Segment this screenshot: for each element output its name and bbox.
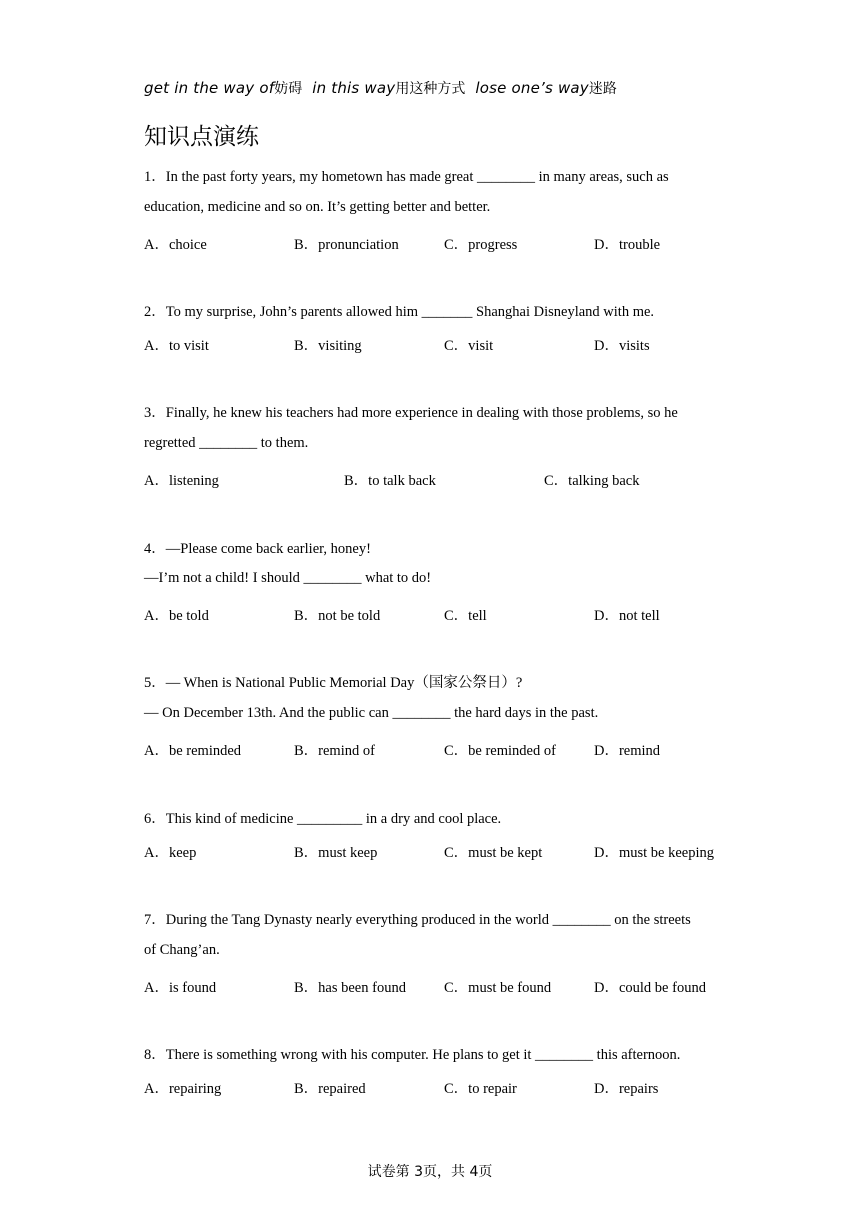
phrase-en: lose one’s way [475, 79, 589, 97]
option-a[interactable]: A．to visit [144, 338, 209, 354]
question-line: 2．To my surprise, John’s parents allowed him _______ Shanghai Disneyland with me. [144, 304, 655, 320]
option-a[interactable]: A．choice [144, 237, 207, 253]
option-b[interactable]: B．to talk back [344, 473, 436, 489]
option-a[interactable]: A．repairing [144, 1081, 222, 1097]
phrase-line [144, 78, 617, 98]
option-d[interactable]: D．visits [594, 338, 650, 354]
option-a[interactable]: A．is found [144, 980, 217, 996]
phrase-en: get in the way of [144, 79, 275, 97]
option-a[interactable]: A．be told [144, 608, 209, 624]
option-d[interactable]: D．could be found [594, 980, 706, 996]
question-line: 4．—Please come back earlier, honey! [144, 541, 371, 557]
question-line: regretted ________ to them. [144, 435, 309, 451]
option-c[interactable]: C．be reminded of [444, 743, 556, 759]
phrase-cn: 用这种方式 [395, 81, 466, 97]
option-b[interactable]: B．visiting [294, 338, 362, 354]
option-a[interactable]: A．keep [144, 845, 197, 861]
option-a[interactable]: A．listening [144, 473, 219, 489]
option-b[interactable]: B．not be told [294, 608, 381, 624]
phrase-en: in this way [312, 79, 396, 97]
option-b[interactable]: B．repaired [294, 1081, 366, 1097]
option-c[interactable]: C．tell [444, 608, 487, 624]
option-c[interactable]: C．talking back [544, 473, 640, 489]
option-c[interactable]: C．visit [444, 338, 494, 354]
question-line: 3．Finally, he knew his teachers had more experience in dealing with those problems, so he [144, 405, 678, 421]
option-a[interactable]: A．be reminded [144, 743, 242, 759]
question-line: 1．In the past forty years, my hometown has made great ________ in many areas, such as [144, 169, 669, 185]
section-title: 知识点演练 [144, 124, 259, 150]
option-c[interactable]: C．progress [444, 237, 518, 253]
option-c[interactable]: C．to repair [444, 1081, 517, 1097]
page-footer: 试卷第 3页，共 4页 [367, 1164, 493, 1180]
option-b[interactable]: B．remind of [294, 743, 375, 759]
option-d[interactable]: D．repairs [594, 1081, 659, 1097]
question-line: 7．During the Tang Dynasty nearly everything produced in the world ________ on the streets [144, 912, 691, 928]
question-line: —I’m not a child! I should ________ what to do! [144, 570, 432, 586]
question-line: 6．This kind of medicine _________ in a dry and cool place. [144, 811, 502, 827]
option-b[interactable]: B．pronunciation [294, 237, 399, 253]
option-d[interactable]: D．trouble [594, 237, 661, 253]
question-line: of Chang’an. [144, 942, 220, 958]
phrase-cn: 妨碍 [274, 81, 303, 97]
option-b[interactable]: B．must keep [294, 845, 378, 861]
question-line: education, medicine and so on. It’s getting better and better. [144, 199, 491, 215]
option-d[interactable]: D．must be keeping [594, 845, 715, 861]
option-d[interactable]: D．remind [594, 743, 661, 759]
option-d[interactable]: D．not tell [594, 608, 660, 624]
question-line: — On December 13th. And the public can ________ the hard days in the past. [144, 705, 599, 721]
phrase-cn: 迷路 [588, 81, 617, 97]
question-line: 8．There is something wrong with his computer. He plans to get it ________ this afternoon. [144, 1047, 681, 1063]
option-c[interactable]: C．must be kept [444, 845, 543, 861]
question-line: 5．— When is National Public Memorial Day（国家公祭日）? [144, 675, 523, 691]
option-c[interactable]: C．must be found [444, 980, 552, 996]
option-b[interactable]: B．has been found [294, 980, 406, 996]
